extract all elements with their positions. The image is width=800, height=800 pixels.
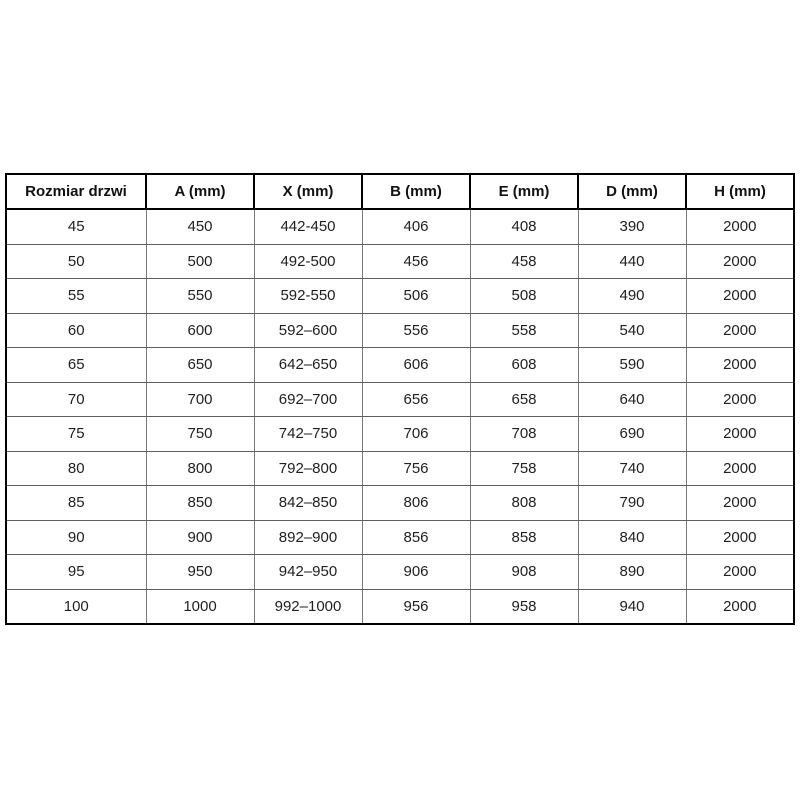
table-cell: 50 <box>6 244 146 279</box>
table-cell: 692–700 <box>254 382 362 417</box>
table-cell: 858 <box>470 520 578 555</box>
table-cell: 806 <box>362 486 470 521</box>
table-cell: 740 <box>578 451 686 486</box>
table-row <box>6 451 794 486</box>
table-cell: 440 <box>578 244 686 279</box>
table-row <box>6 417 794 452</box>
table-cell: 656 <box>362 382 470 417</box>
table-cell: 2000 <box>686 417 794 452</box>
table-cell: 100 <box>6 589 146 624</box>
table-cell: 992–1000 <box>254 589 362 624</box>
table-cell: 800 <box>146 451 254 486</box>
table-cell: 95 <box>6 555 146 590</box>
table-cell: 508 <box>470 279 578 314</box>
table-cell: 658 <box>470 382 578 417</box>
table-row <box>6 520 794 555</box>
table-cell: 706 <box>362 417 470 452</box>
table-body <box>6 209 794 624</box>
table-cell: 80 <box>6 451 146 486</box>
door-size-spec-table-container <box>5 173 795 625</box>
table-cell: 758 <box>470 451 578 486</box>
table-cell: 792–800 <box>254 451 362 486</box>
table-cell: 75 <box>6 417 146 452</box>
table-cell: 556 <box>362 313 470 348</box>
table-cell: 808 <box>470 486 578 521</box>
column-header: H (mm) <box>686 174 794 209</box>
table-cell: 506 <box>362 279 470 314</box>
column-header: B (mm) <box>362 174 470 209</box>
table-row <box>6 589 794 624</box>
table-cell: 690 <box>578 417 686 452</box>
table-cell: 90 <box>6 520 146 555</box>
table-cell: 2000 <box>686 209 794 244</box>
table-cell: 70 <box>6 382 146 417</box>
table-cell: 890 <box>578 555 686 590</box>
table-cell: 592–600 <box>254 313 362 348</box>
table-cell: 956 <box>362 589 470 624</box>
table-cell: 2000 <box>686 486 794 521</box>
table-cell: 390 <box>578 209 686 244</box>
table-cell: 2000 <box>686 382 794 417</box>
table-cell: 942–950 <box>254 555 362 590</box>
table-cell: 540 <box>578 313 686 348</box>
table-cell: 850 <box>146 486 254 521</box>
table-cell: 2000 <box>686 279 794 314</box>
table-cell: 458 <box>470 244 578 279</box>
table-cell: 592-550 <box>254 279 362 314</box>
header-row <box>6 174 794 209</box>
table-row <box>6 209 794 244</box>
table-cell: 45 <box>6 209 146 244</box>
table-cell: 606 <box>362 348 470 383</box>
table-cell: 958 <box>470 589 578 624</box>
table-row <box>6 486 794 521</box>
table-cell: 2000 <box>686 313 794 348</box>
table-cell: 600 <box>146 313 254 348</box>
table-cell: 2000 <box>686 555 794 590</box>
table-cell: 590 <box>578 348 686 383</box>
table-row <box>6 382 794 417</box>
table-cell: 456 <box>362 244 470 279</box>
column-header: A (mm) <box>146 174 254 209</box>
table-cell: 65 <box>6 348 146 383</box>
table-cell: 1000 <box>146 589 254 624</box>
table-row <box>6 244 794 279</box>
table-cell: 490 <box>578 279 686 314</box>
table-cell: 908 <box>470 555 578 590</box>
table-row <box>6 555 794 590</box>
table-cell: 450 <box>146 209 254 244</box>
table-cell: 2000 <box>686 520 794 555</box>
table-cell: 900 <box>146 520 254 555</box>
table-row <box>6 348 794 383</box>
table-cell: 550 <box>146 279 254 314</box>
table-cell: 55 <box>6 279 146 314</box>
table-cell: 2000 <box>686 451 794 486</box>
table-cell: 650 <box>146 348 254 383</box>
table-cell: 85 <box>6 486 146 521</box>
table-cell: 842–850 <box>254 486 362 521</box>
table-header <box>6 174 794 209</box>
table-cell: 640 <box>578 382 686 417</box>
table-cell: 906 <box>362 555 470 590</box>
table-cell: 408 <box>470 209 578 244</box>
table-cell: 2000 <box>686 348 794 383</box>
table-cell: 856 <box>362 520 470 555</box>
table-row <box>6 313 794 348</box>
table-cell: 708 <box>470 417 578 452</box>
table-cell: 558 <box>470 313 578 348</box>
column-header: E (mm) <box>470 174 578 209</box>
table-row <box>6 279 794 314</box>
table-cell: 642–650 <box>254 348 362 383</box>
table-cell: 608 <box>470 348 578 383</box>
table-cell: 790 <box>578 486 686 521</box>
table-cell: 940 <box>578 589 686 624</box>
table-cell: 742–750 <box>254 417 362 452</box>
table-cell: 406 <box>362 209 470 244</box>
column-header: Rozmiar drzwi <box>6 174 146 209</box>
table-cell: 442-450 <box>254 209 362 244</box>
table-cell: 492-500 <box>254 244 362 279</box>
column-header: X (mm) <box>254 174 362 209</box>
column-header: D (mm) <box>578 174 686 209</box>
table-cell: 60 <box>6 313 146 348</box>
table-cell: 892–900 <box>254 520 362 555</box>
table-cell: 2000 <box>686 244 794 279</box>
table-cell: 700 <box>146 382 254 417</box>
table-cell: 750 <box>146 417 254 452</box>
table-cell: 840 <box>578 520 686 555</box>
table-cell: 2000 <box>686 589 794 624</box>
table-cell: 950 <box>146 555 254 590</box>
door-size-spec-table <box>5 173 795 625</box>
table-cell: 756 <box>362 451 470 486</box>
table-cell: 500 <box>146 244 254 279</box>
